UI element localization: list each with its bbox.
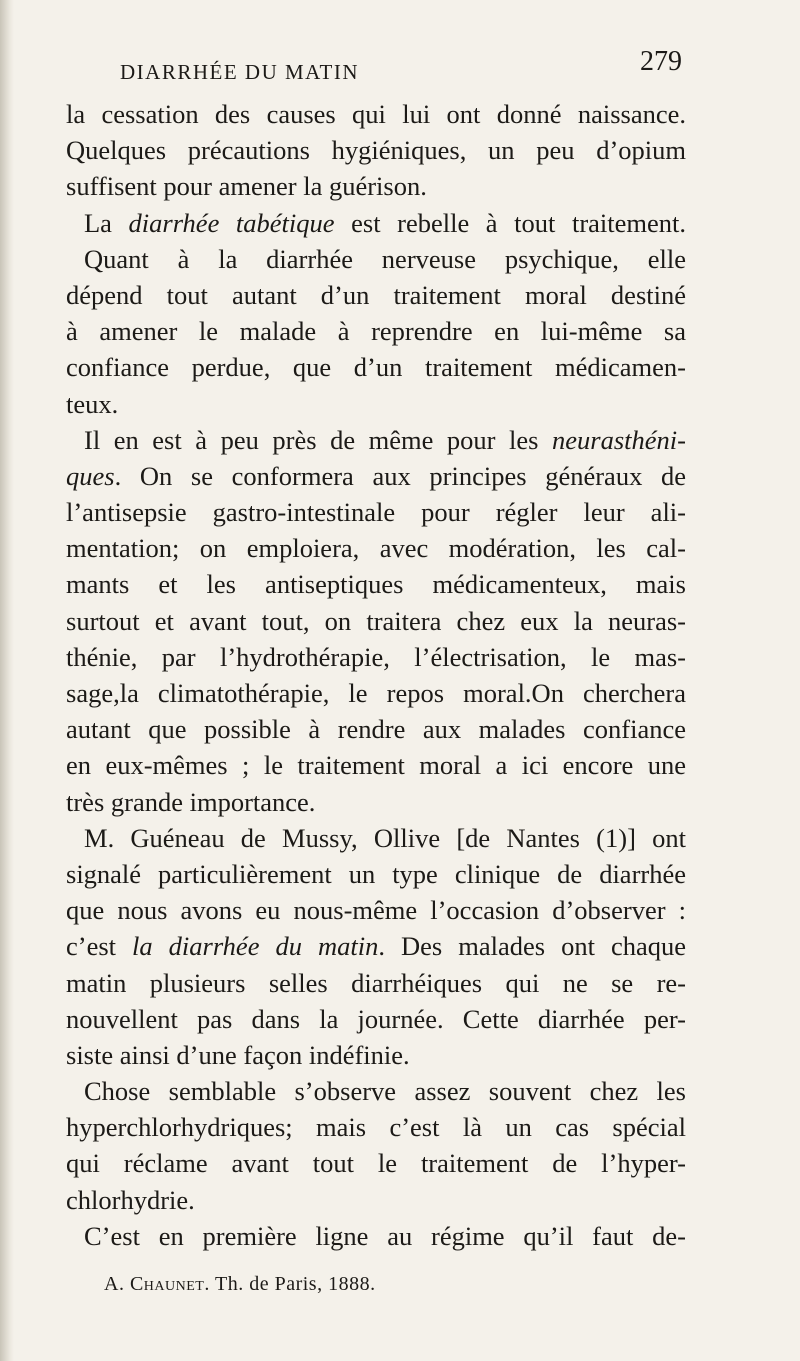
text-run: nouvellent pas dans la journée. Cette diarrhée per- bbox=[66, 1003, 686, 1034]
footnote-author: Chaunet bbox=[129, 1273, 205, 1295]
body-text bbox=[66, 96, 686, 1254]
text-line bbox=[66, 566, 686, 602]
text-line bbox=[66, 241, 686, 277]
text-run: chlorhydrie. bbox=[66, 1184, 195, 1215]
text-run: teux. bbox=[66, 388, 119, 419]
text-run: . Des malades ont chaque bbox=[378, 931, 686, 962]
text-run: très grande importance. bbox=[66, 786, 316, 817]
text-run: mants et les antiseptiques médicamenteux, mais bbox=[66, 569, 686, 600]
text-run: est rebelle à tout traitement. bbox=[334, 207, 687, 238]
page-header bbox=[0, 46, 800, 86]
text-line bbox=[66, 603, 686, 639]
text-line bbox=[66, 458, 686, 494]
text-line bbox=[66, 205, 686, 241]
text-run: l’antisepsie gastro-intestinale pour régler leur ali- bbox=[66, 497, 686, 528]
page-binding-edge bbox=[0, 0, 14, 1361]
text-line bbox=[66, 784, 686, 820]
text-line bbox=[66, 277, 686, 313]
text-run: mentation; on emploiera, avec modération, les cal- bbox=[66, 533, 686, 564]
text-run: Il en est à peu près de même pour les bbox=[84, 424, 553, 455]
text-run: surtout et avant tout, on traitera chez eux la neuras- bbox=[66, 605, 686, 636]
text-run: confiance perdue, que d’un traitement médicamen- bbox=[66, 352, 686, 383]
text-run: sage,la climatothérapie, le repos moral.On cherchera bbox=[66, 678, 686, 708]
text-run: thénie, par l’hydrothérapie, l’électrisation, le mas- bbox=[66, 641, 686, 672]
text-run: C’est en première ligne au régime qu’il faut de- bbox=[84, 1220, 686, 1251]
italic-text: diarrhée tabétique bbox=[128, 207, 335, 238]
text-run: M. Guéneau de Mussy, Ollive [de Nantes (1)] ont bbox=[84, 822, 686, 853]
text-line bbox=[66, 1109, 686, 1145]
footnote-reference: . Th. de Paris, 1888. bbox=[204, 1273, 376, 1295]
text-line bbox=[66, 1218, 686, 1254]
text-run: la cessation des causes qui lui ont donné naissance. bbox=[66, 99, 686, 129]
text-line bbox=[66, 494, 686, 530]
text-run: suffisent pour amener la guérison. bbox=[66, 171, 427, 202]
text-run: signalé particulièrement un type clinique de diarrhée bbox=[66, 858, 686, 889]
text-run: en eux-mêmes ; le traitement moral a ici encore une bbox=[66, 750, 686, 781]
footnote bbox=[104, 1273, 376, 1296]
text-run: . On se conformera aux principes généraux de bbox=[114, 460, 686, 491]
italic-text: la diarrhée du matin bbox=[132, 931, 379, 962]
page-number: 279 bbox=[640, 46, 682, 77]
text-line bbox=[66, 422, 686, 458]
text-run: matin plusieurs selles diarrhéiques qui ne se re- bbox=[66, 967, 686, 998]
text-run: à amener le malade à reprendre en lui-même sa bbox=[66, 316, 686, 347]
text-line bbox=[66, 168, 686, 204]
text-line bbox=[66, 1145, 686, 1181]
italic-text: ques bbox=[66, 460, 115, 491]
text-line bbox=[66, 639, 686, 675]
text-run: Chose semblable s’observe assez souvent chez les bbox=[84, 1076, 686, 1107]
text-line bbox=[66, 1182, 686, 1218]
text-line bbox=[66, 820, 686, 856]
text-run: siste ainsi d’une façon indéfinie. bbox=[66, 1039, 410, 1070]
text-line bbox=[66, 675, 686, 711]
text-run: La bbox=[84, 207, 129, 238]
text-line bbox=[66, 965, 686, 1001]
text-line bbox=[66, 386, 686, 422]
text-line bbox=[66, 349, 686, 385]
text-line bbox=[66, 892, 686, 928]
text-line bbox=[66, 1037, 686, 1073]
text-run: hyperchlorhydriques; mais c’est là un cas spécial bbox=[66, 1112, 686, 1143]
running-head: DIARRHÉE DU MATIN bbox=[120, 60, 359, 84]
text-line bbox=[66, 928, 686, 964]
text-line bbox=[66, 530, 686, 566]
italic-text: neurasthéni- bbox=[552, 424, 686, 455]
text-run: que nous avons eu nous-même l’occasion d’observer : bbox=[66, 895, 686, 926]
text-line bbox=[66, 1001, 686, 1037]
text-run: Quant à la diarrhée nerveuse psychique, elle bbox=[84, 243, 686, 274]
text-line bbox=[66, 747, 686, 783]
text-line bbox=[66, 1073, 686, 1109]
text-line bbox=[66, 856, 686, 892]
text-line bbox=[66, 313, 686, 349]
text-run: Quelques précautions hygiéniques, un peu d’opium bbox=[66, 135, 686, 166]
text-line bbox=[66, 96, 686, 132]
text-run: c’est bbox=[66, 931, 133, 962]
text-run: dépend tout autant d’un traitement moral destiné bbox=[66, 279, 686, 310]
text-run: autant que possible à rendre aux malades confiance bbox=[66, 714, 686, 745]
text-line bbox=[66, 711, 686, 747]
text-run: qui réclame avant tout le traitement de l’hyper- bbox=[66, 1148, 686, 1179]
footnote-prefix: A. bbox=[104, 1273, 130, 1295]
text-line bbox=[66, 132, 686, 168]
